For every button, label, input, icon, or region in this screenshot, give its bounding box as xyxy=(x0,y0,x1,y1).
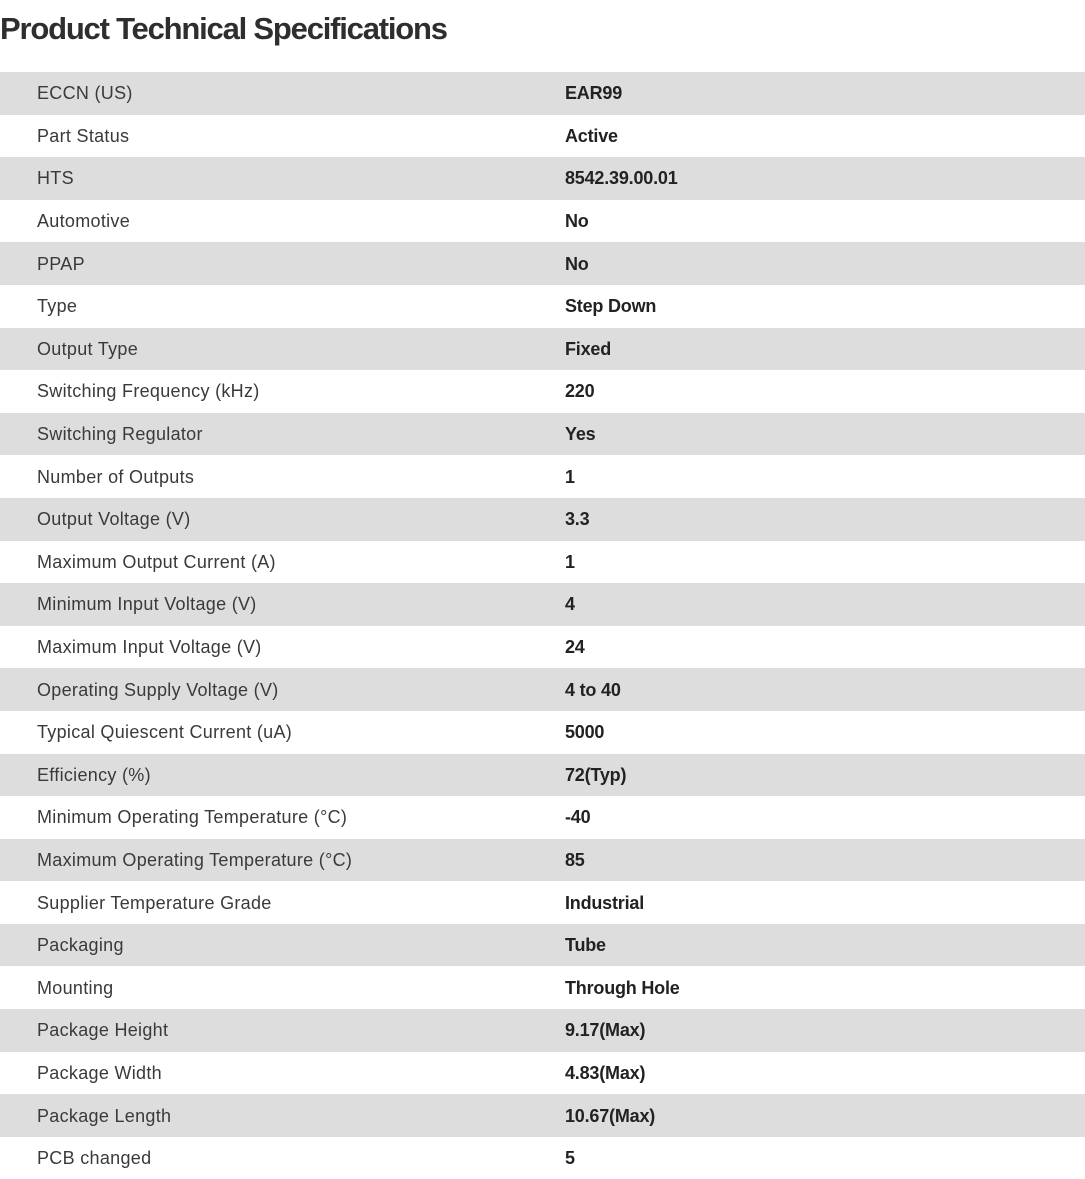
spec-label: Automotive xyxy=(37,211,131,232)
spec-label: Output Type xyxy=(37,338,139,359)
spec-row xyxy=(0,72,1085,115)
spec-label: Switching Frequency (kHz) xyxy=(37,381,260,402)
spec-row xyxy=(0,1009,1085,1052)
spec-value: 72(Typ) xyxy=(565,764,627,785)
spec-row xyxy=(0,711,1085,754)
spec-value: Fixed xyxy=(565,338,612,359)
spec-row xyxy=(0,157,1085,200)
spec-label: Efficiency (%) xyxy=(37,764,151,785)
spec-label: Package Width xyxy=(37,1062,162,1083)
spec-value: Through Hole xyxy=(565,977,680,998)
spec-table xyxy=(0,72,1085,1179)
spec-value: 9.17(Max) xyxy=(565,1020,646,1041)
spec-row xyxy=(0,668,1085,711)
spec-row xyxy=(0,370,1085,413)
spec-value: 5000 xyxy=(565,722,605,743)
spec-value: 1 xyxy=(565,551,575,572)
spec-label: Part Status xyxy=(37,125,130,146)
spec-label: HTS xyxy=(37,168,74,189)
spec-value: No xyxy=(565,253,589,274)
spec-label: Packaging xyxy=(37,935,124,956)
spec-row xyxy=(0,924,1085,967)
spec-value: 85 xyxy=(565,849,585,870)
spec-value: 4.83(Max) xyxy=(565,1062,646,1083)
spec-value: 5 xyxy=(565,1148,575,1169)
spec-row xyxy=(0,115,1085,158)
spec-row xyxy=(0,242,1085,285)
spec-label: Maximum Output Current (A) xyxy=(37,551,276,572)
spec-row xyxy=(0,541,1085,584)
spec-row xyxy=(0,1094,1085,1137)
spec-value: 8542.39.00.01 xyxy=(565,168,678,189)
spec-label: ECCN (US) xyxy=(37,83,133,104)
spec-value: Industrial xyxy=(565,892,645,913)
spec-value: -40 xyxy=(565,807,591,828)
spec-value: 24 xyxy=(565,637,585,658)
spec-row xyxy=(0,1137,1085,1179)
spec-value: 1 xyxy=(565,466,575,487)
spec-row xyxy=(0,455,1085,498)
spec-value: 4 xyxy=(565,594,575,615)
spec-label: Minimum Input Voltage (V) xyxy=(37,594,257,615)
spec-label: Maximum Operating Temperature (°C) xyxy=(37,849,353,870)
spec-value: 4 to 40 xyxy=(565,679,621,700)
spec-row xyxy=(0,626,1085,669)
spec-row xyxy=(0,498,1085,541)
spec-row xyxy=(0,839,1085,882)
spec-value: No xyxy=(565,211,589,232)
spec-label: Minimum Operating Temperature (°C) xyxy=(37,807,348,828)
spec-value: 10.67(Max) xyxy=(565,1105,656,1126)
spec-row xyxy=(0,754,1085,797)
spec-row xyxy=(0,285,1085,328)
spec-label: Number of Outputs xyxy=(37,466,195,487)
spec-label: Type xyxy=(37,296,78,317)
spec-value: Step Down xyxy=(565,296,657,317)
spec-value: 3.3 xyxy=(565,509,590,530)
spec-label: Output Voltage (V) xyxy=(37,509,191,530)
spec-row xyxy=(0,881,1085,924)
spec-label: Supplier Temperature Grade xyxy=(37,892,272,913)
spec-label: PCB changed xyxy=(37,1148,152,1169)
spec-row xyxy=(0,413,1085,456)
spec-value: EAR99 xyxy=(565,83,623,104)
spec-table-body xyxy=(0,72,1085,1179)
spec-label: Mounting xyxy=(37,977,114,998)
spec-row xyxy=(0,796,1085,839)
spec-row xyxy=(0,1052,1085,1095)
spec-row xyxy=(0,966,1085,1009)
spec-row xyxy=(0,328,1085,371)
page-title: Product Technical Specifications xyxy=(0,11,447,46)
spec-label: Package Length xyxy=(37,1105,172,1126)
spec-label: Typical Quiescent Current (uA) xyxy=(37,722,293,743)
spec-label: Maximum Input Voltage (V) xyxy=(37,637,262,658)
spec-label: Package Height xyxy=(37,1020,169,1041)
spec-label: Operating Supply Voltage (V) xyxy=(37,679,279,700)
spec-value: Tube xyxy=(565,935,606,956)
spec-value: Active xyxy=(565,125,618,146)
spec-label: Switching Regulator xyxy=(37,424,203,445)
spec-label: PPAP xyxy=(37,253,85,274)
spec-row xyxy=(0,200,1085,243)
spec-row xyxy=(0,583,1085,626)
spec-value: 220 xyxy=(565,381,595,402)
spec-value: Yes xyxy=(565,424,596,445)
